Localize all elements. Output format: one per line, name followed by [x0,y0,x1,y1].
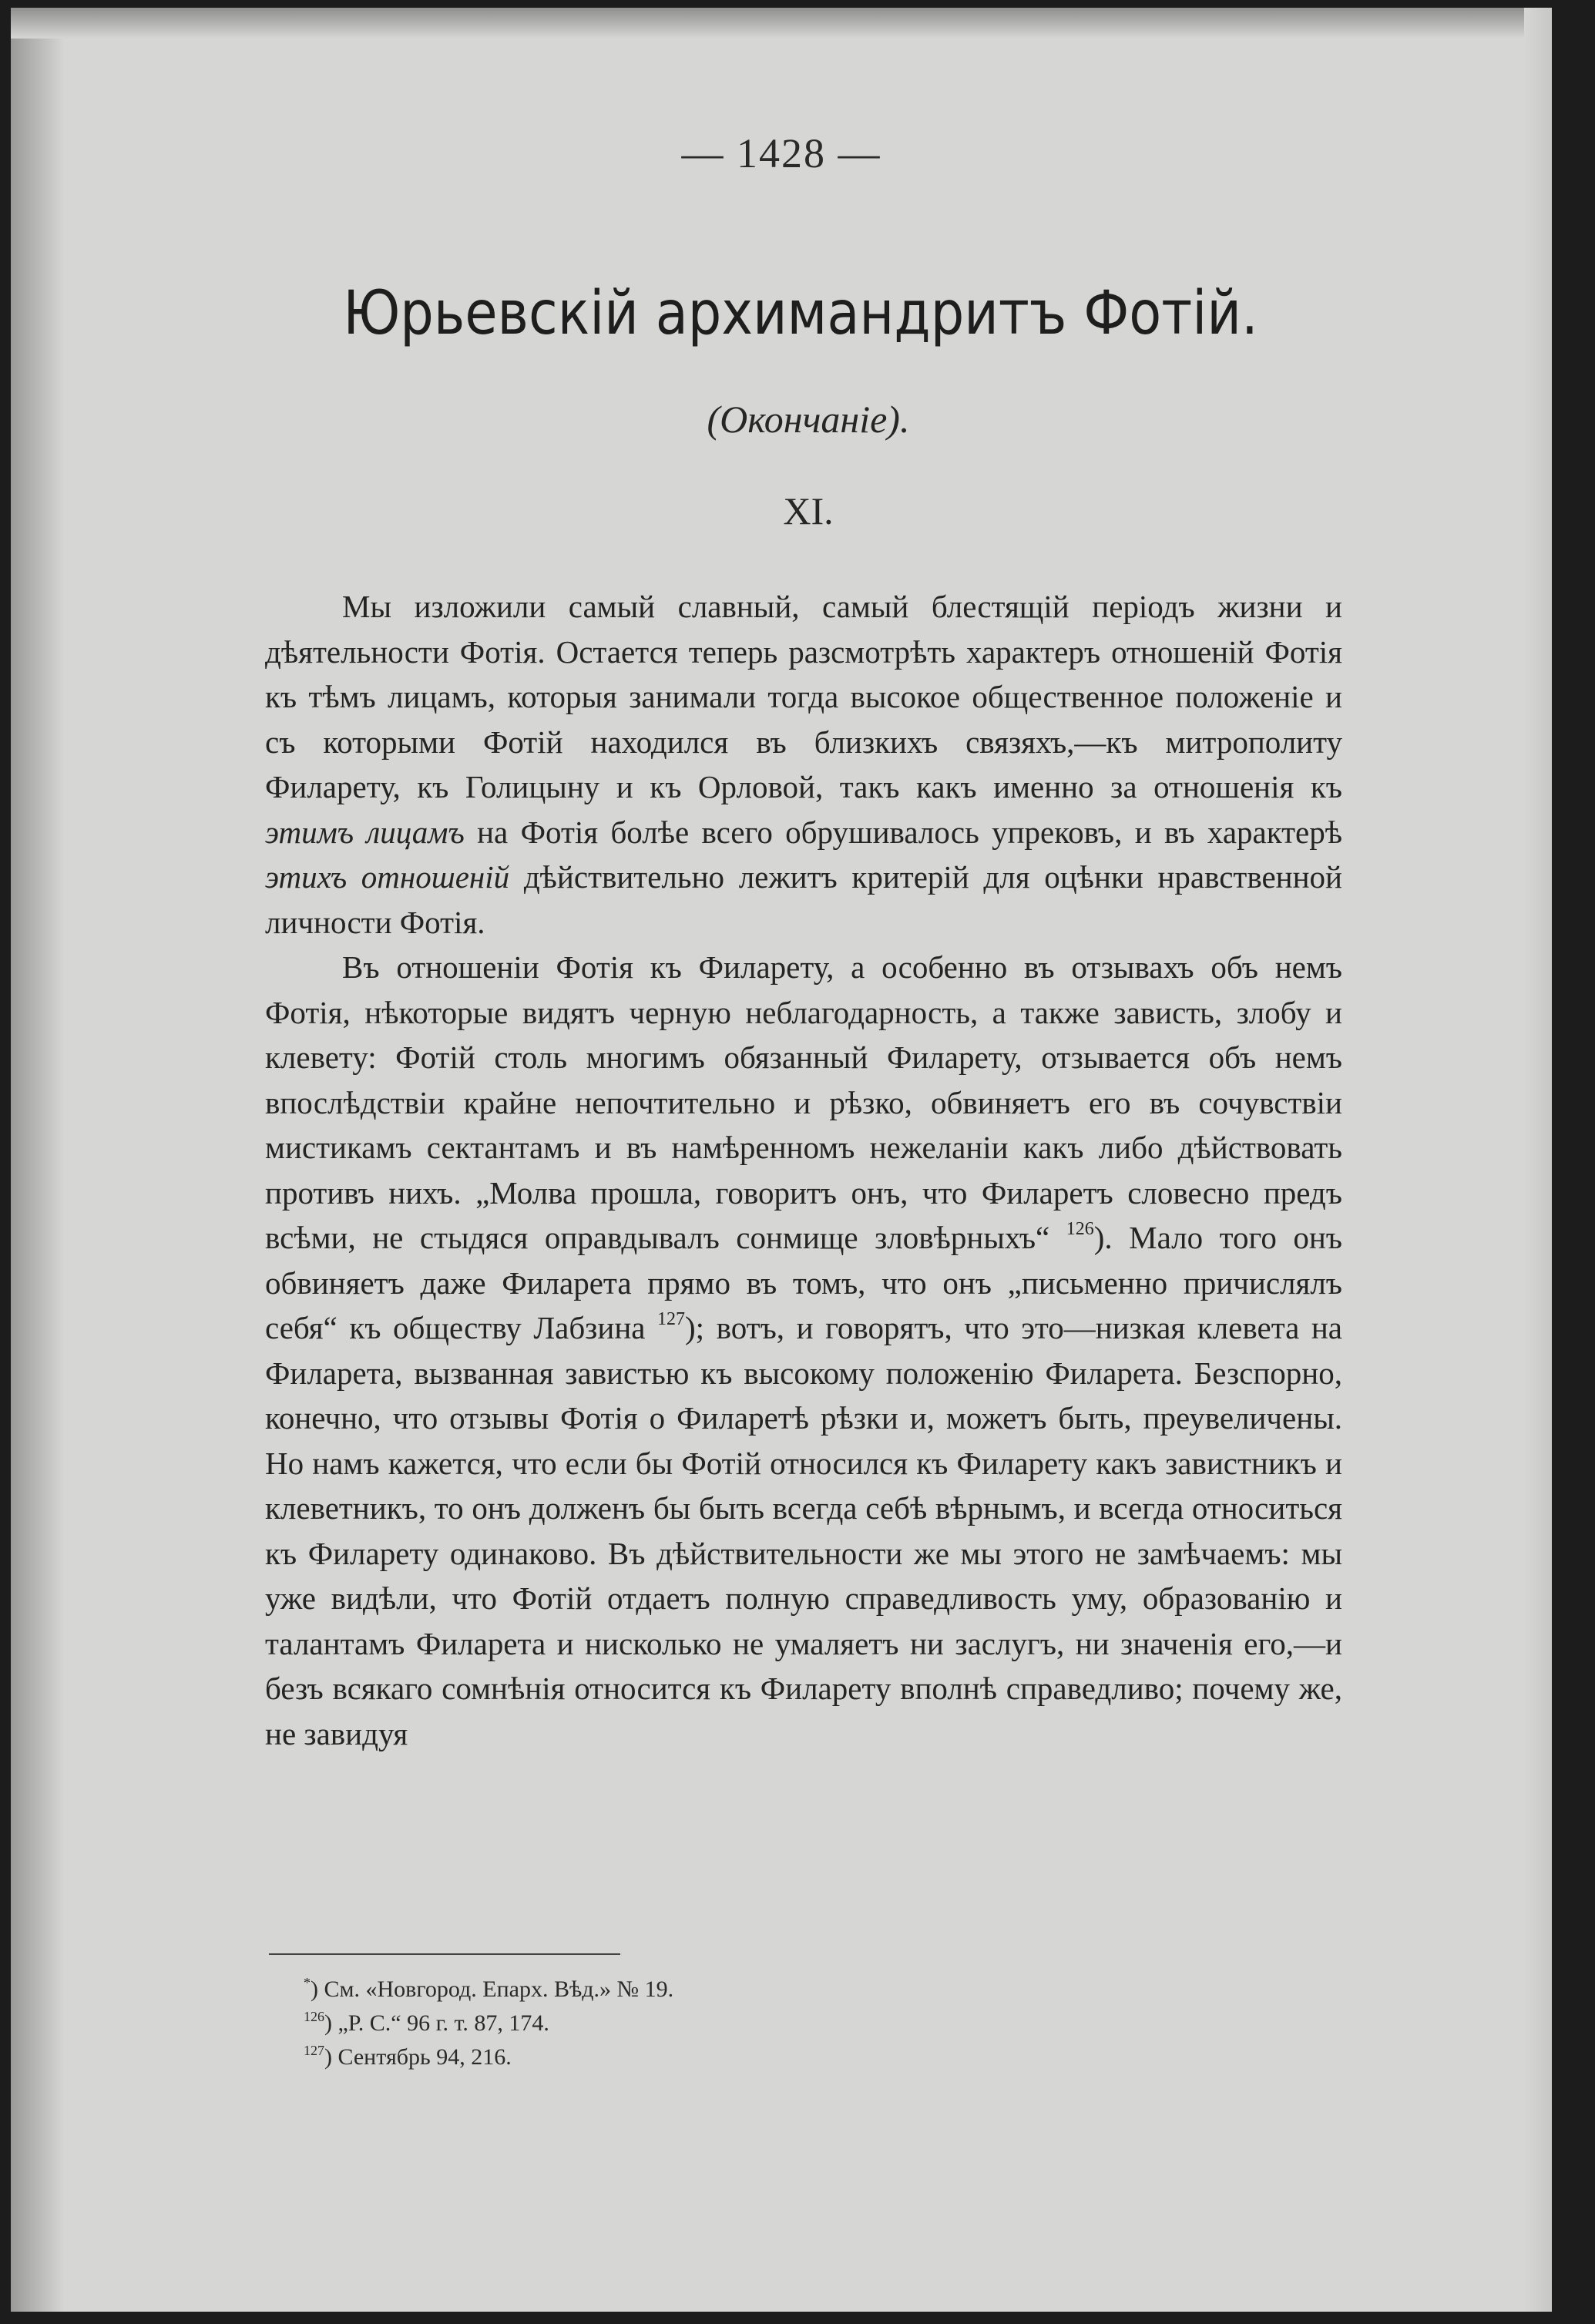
scanned-page [11,8,1552,2312]
footnote: *) См. «Новгород. Епарх. Вѣд.» № 19. [304,1975,674,2002]
footnote-ref-127: 127 [657,1309,686,1329]
emphasis-these-persons: этимъ лицамъ [265,814,465,850]
paragraph-1: Мы изложили самый славный, самый блестящій періодъ жизни и дѣятельности Фотія. Остается теперь разсмотрѣть характеръ отношеній Фотія къ тѣмъ лицамъ, которыя занимали тогда высокое общественное положеніе и съ которыми Фотій находился въ близкихъ связяхъ,—къ митрополиту Филарету, къ Голицыну и къ Орловой, такъ какъ именно за отношенія къ этимъ лицамъ на Фотія болѣе всего обрушивалось упрековъ, и въ характерѣ этихъ отношеній дѣйствительно лежитъ критерій для оцѣнки нравственной личности Фотія. [265,589,1342,940]
section-heading: XI. [783,489,834,532]
page-edge-right [1524,8,1552,2312]
paragraph-2: Въ отношеніи Фотія къ Филарету, а особенно въ отзывахъ объ немъ Фотія, нѣкоторые видятъ черную неблагодарность, а также зависть, злобу и клевету: Фотій столь многимъ обязанный Филарету, отзывается объ немъ впослѣдствіи крайне непочтительно и рѣзко, обвиняетъ его въ сочувствіи мистикамъ сектантамъ и въ намѣренномъ нежеланіи какъ либо дѣйствовать противъ нихъ. „Молва прошла, говоритъ онъ, что Филаретъ словесно предъ всѣми, не стыдяся оправдывалъ сонмище зловѣрныхъ“ $^{126}$). Мало того онъ обвиняетъ даже Филарета прямо въ томъ, что онъ „письменно причислялъ себя“ къ обществу Лабзина $^{127}$); вотъ, и говорятъ, что это—низкая клевета на Филарета, вызванная завистью къ высокому положенію Филарета. Безспорно, конечно, что отзывы Фотія о Филаретѣ рѣзки и, можетъ быть, преувеличены. Но намъ кажется, что если бы Фотій относился къ Филарету какъ завистникъ и клеветникъ, то онъ долженъ бы быть всегда себѣ вѣрнымъ, и всегда относиться къ Филарету одинаково. Въ дѣйствительности же мы этого не замѣчаемъ: мы уже видѣли, что Фотій отдаетъ полную справедливость уму, образованію и талантамъ Филарета и нисколько не умаляетъ ни заслугъ, ни значенія его,—и безъ всякаго сомнѣнія относится къ Филарету вполнѣ справедливо; почему же, не завидуя [265,949,1343,1751]
page-shadow-top [11,8,1552,39]
article-title: Юрьевскій архимандритъ Фотій. [343,279,1258,348]
footnote: $^{126}$) „Р. С.“ 96 г. т. 87, 174. [304,2009,549,2036]
footnote: $^{127}$) Сентябрь 94, 216. [304,2043,512,2070]
footnotes [304,1973,1305,2074]
page-shadow-left [11,8,65,2312]
footnote-separator [269,1953,620,1955]
body-text [265,584,1342,1756]
emphasis-these-relations: этихъ отношеній [265,859,510,895]
footnote-ref-126: 126 [1066,1219,1094,1239]
page-number: — 1428 — [681,130,881,176]
article-subtitle: (Окончаніе). [707,398,910,441]
